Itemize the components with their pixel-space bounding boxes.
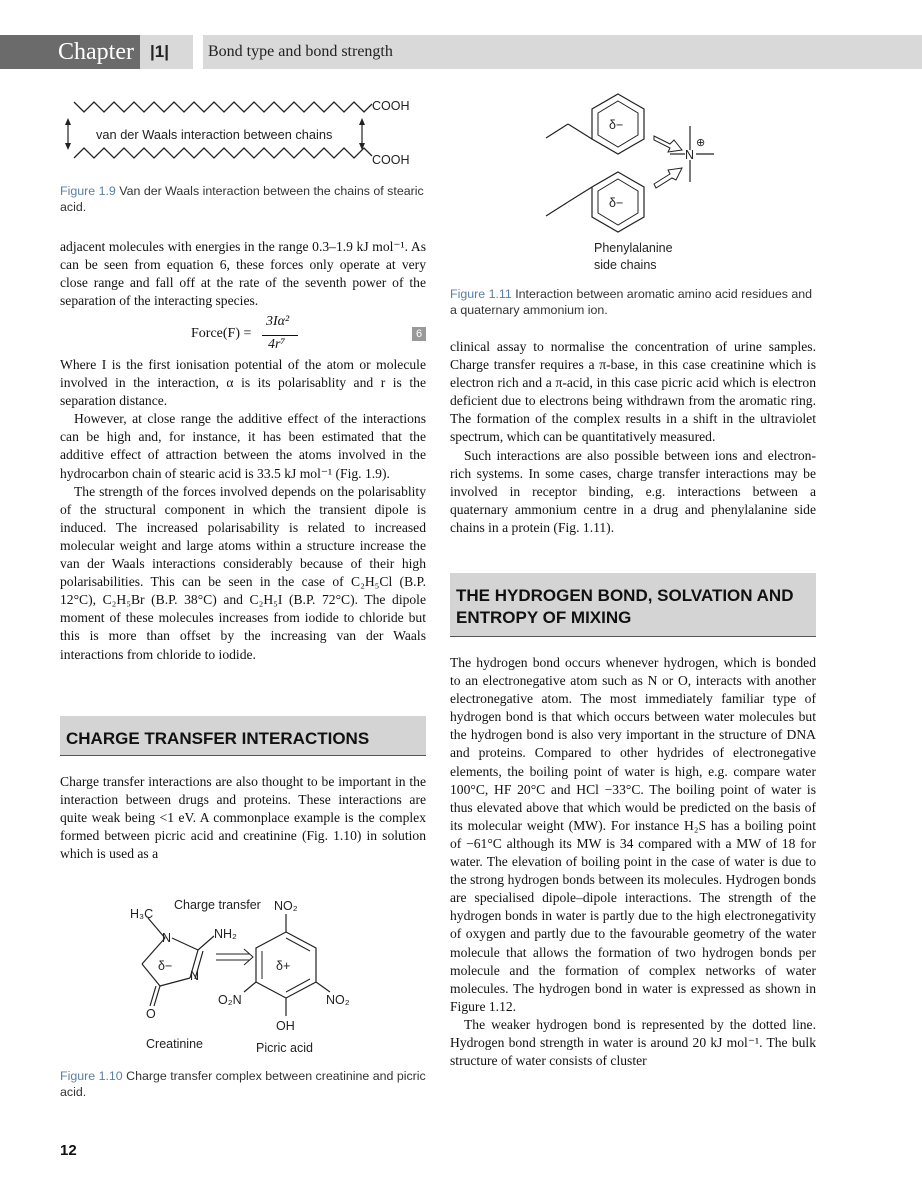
right-para-2: Such interactions are also possible between ions and electron-rich systems. In some cases, charge transfer interactions may be involved in receptor binding, e.g. interactions between a quaternary ammonium centre in a drug and phenylalanine side chains in a protein (Fig. 1.11). xyxy=(450,447,816,535)
section-heading-hydrogen-bond: THE HYDROGEN BOND, SOLVATION AND ENTROPY OF MIXING xyxy=(450,573,816,637)
left-para-4: The strength of the forces involved depends on the polarisablity of the structural component in which the transient dipole is induced. The increased polarisability is related to increased molecular weight and large atoms within a structure increase the van der Waals interactions considerably because of their high polarisabilities. This can be seen in the case of C₂H₅Cl (B.P. 12°C), C₂H₅Br (B.P. 38°C) and C₂H₅I (B.P. 72°C). The dipole moment of these molecules increases from iodide to chloride but this is more than offset by the increasing van der Waals interactions from chloride to iodide. xyxy=(60,483,426,662)
chapter-title: Bond type and bond strength xyxy=(208,43,393,60)
o-label: O xyxy=(146,1007,156,1021)
right-para-3: The hydrogen bond occurs whenever hydrogen, which is bonded to an electronegative atom such as N or O, interacts with another electronegative atom. The most immediately familiar type of hydrogen bond is that which occurs between water molecules but the hydrogen bond is also very important in the structure of DNA and proteins. Compared to other hydrides of electronegative elements, the boiling point of water is high, e.g. compare water 100°C, HF 20°C and HCl −33°C. The boiling point of water is thus elevated above that which would be predicted on the basis of its molecular weight (MW). For instance H₂S has a boiling point of −61°C although its MW is 34 compared with a MW of 18 for water. The elevation of boiling point in the case of water is due to the strong hydrogen bonds between its molecules. Hydrogen bonds are specialised dipole–dipole interactions. The strength of the hydrogen bonds in water is partly due to the high electronegativity of oxygen and partly due to the favourable geometry of the water molecule that allows the formation of two hydrogen bonds per molecule and the formation of complex networks of water molecules. The hydrogen bond in water is expressed as shown in Figure 1.12. xyxy=(450,655,816,1014)
figure-1-9-caption xyxy=(60,183,426,215)
figure-1-10-caption xyxy=(60,1068,426,1100)
creatinine-label: Creatinine xyxy=(146,1037,203,1051)
n-top-label: N xyxy=(162,931,172,945)
left-para-3: However, at close range the additive effect of the interactions can be high and, for instance, it has been estimated that the additive effect of attraction between the atoms involved in the hydrocarbon chain of stearic acid is 33.5 kJ mol⁻¹ (Fig. 1.9). xyxy=(60,411,426,481)
chapter-number: |1| xyxy=(150,42,169,61)
figure-1-10-diagram xyxy=(110,888,380,1060)
figure-1-10-label: Figure 1.10 xyxy=(60,1069,123,1083)
n-bottom-label: N xyxy=(190,969,200,983)
equation-fraction-bar xyxy=(262,335,298,336)
h3c-label: H₃C xyxy=(130,907,154,921)
left-column-middle xyxy=(60,356,426,664)
vdw-label: van der Waals interaction between chains xyxy=(96,127,333,142)
right-para-1: clinical assay to normalise the concentration of urine samples. Charge transfer requires a π-base, in this case creatinine which is electron rich and a π-acid, in this case picric acid which is electron deficient due to electrons being withdrawn from the aromatic ring. The formation of the complex results in a shift in the ultraviolet spectrum, which can be quantitatively measured. xyxy=(450,339,816,445)
chapter-label: Chapter xyxy=(0,35,140,69)
section-heading-charge-transfer: CHARGE TRANSFER INTERACTIONS xyxy=(60,716,426,756)
cooh-top: COOH xyxy=(372,99,410,113)
page-number: 12 xyxy=(60,1142,77,1159)
plus-sign: ⊕ xyxy=(696,137,706,149)
phenylalanine-label: Phenylalanine xyxy=(594,241,673,255)
left-para-5: Charge transfer interactions are also thought to be important in the interaction between drugs and proteins. These interactions are quite weak being <1 eV. A commonplace example is the complex formed between picric acid and creatinine (Fig. 1.10) in solution which is used as a xyxy=(60,774,426,862)
right-column-bottom xyxy=(450,654,816,1070)
left-arrow-head-up xyxy=(65,118,71,125)
right-para-4: The weaker hydrogen bond is represented by the dotted line. Hydrogen bond strength in water is around 20 kJ mol⁻¹. The bulk structure of water consists of cluster xyxy=(450,1016,816,1069)
figure-1-10-caption-text: Charge transfer complex between creatinine and picric acid. xyxy=(60,1069,426,1099)
left-arrow-head-down xyxy=(65,143,71,150)
figure-1-9-caption-text: Van der Waals interaction between the chains of stearic acid. xyxy=(60,184,424,214)
oh-label: OH xyxy=(276,1019,295,1033)
nh2-label: NH₂ xyxy=(214,927,237,941)
cooh-bottom: COOH xyxy=(372,153,410,167)
figure-1-11-diagram xyxy=(530,88,750,278)
right-column-top xyxy=(450,338,816,537)
no2-right-label: NO₂ xyxy=(326,993,350,1007)
delta-plus-label: δ+ xyxy=(276,959,291,973)
picric-acid-label: Picric acid xyxy=(256,1041,313,1055)
delta-minus-label: δ− xyxy=(158,959,173,973)
figure-1-9-diagram xyxy=(60,88,430,174)
figure-1-11-label: Figure 1.11 xyxy=(450,287,512,301)
top-chain xyxy=(74,102,372,112)
right-arrow-head-up xyxy=(359,118,365,125)
no2-top-label: NO₂ xyxy=(274,899,298,913)
figure-1-11-caption xyxy=(450,286,816,318)
left-para-1: adjacent molecules with energies in the range 0.3–1.9 kJ mol⁻¹. As can be seen from equation 6, these forces only operate at very close range and fall off at the rate of the seventh power of the separation of the interacting species. xyxy=(60,239,426,309)
header-separator xyxy=(193,35,203,69)
figure-1-9-label: Figure 1.9 xyxy=(60,184,116,198)
equation-6 xyxy=(60,314,426,358)
side-chains-label: side chains xyxy=(594,258,657,272)
o2n-label: O₂N xyxy=(218,993,242,1007)
equation-lhs: Force(F) = xyxy=(191,326,252,341)
left-para-2: Where I is the first ionisation potential of the atom or molecule involved in the interaction, α is its polarisablity and r is the separation distance. xyxy=(60,357,426,409)
delta-top-label: δ− xyxy=(609,118,624,132)
n-plus-label: N xyxy=(685,148,695,162)
equation-number-badge: 6 xyxy=(412,327,426,341)
left-column-top xyxy=(60,238,426,310)
equation-denominator: 4r⁷ xyxy=(268,337,286,352)
charge-transfer-label: Charge transfer xyxy=(174,898,261,912)
delta-bottom-label: δ− xyxy=(609,196,624,210)
equation-numerator: 3Iα² xyxy=(266,314,290,329)
bottom-chain xyxy=(74,148,372,158)
figure-1-11-caption-text: Interaction between aromatic amino acid residues and a quaternary ammonium ion. xyxy=(450,287,813,317)
left-column-bottom xyxy=(60,773,426,863)
